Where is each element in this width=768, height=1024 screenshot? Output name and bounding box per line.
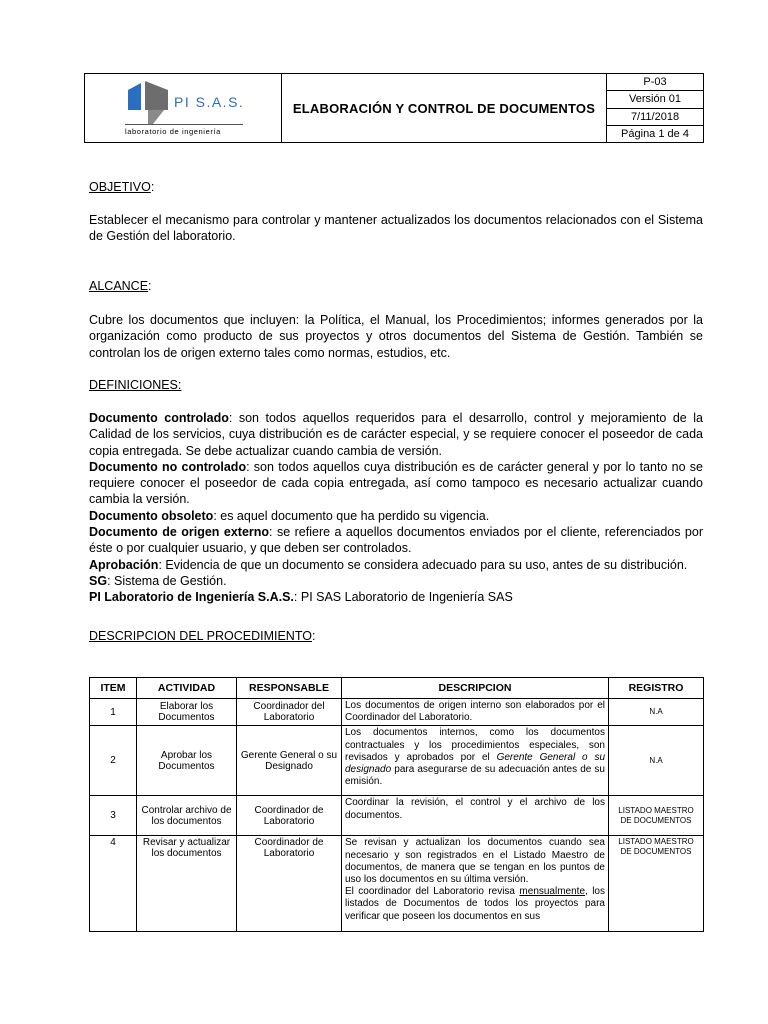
- table-row: [90, 796, 704, 836]
- definition-term: SG: [89, 573, 108, 588]
- registro-cell: N.A: [609, 699, 704, 726]
- descripcion-text: para asegurarse de su adecuación antes de su emisión.: [345, 764, 605, 788]
- responsable-cell: Gerente General o su Designado: [237, 726, 342, 796]
- procedure-table: [89, 677, 704, 932]
- procedimiento-section: DESCRIPCION DEL PROCEDIMIENTO:: [89, 629, 316, 643]
- item-cell: 1: [90, 699, 137, 726]
- responsable-cell: Coordinador de Laboratorio: [237, 796, 342, 836]
- document-code: P-03: [607, 74, 704, 91]
- alcance-heading: ALCANCE: [89, 279, 149, 293]
- registro-cell: N.A: [609, 726, 704, 796]
- column-header: ITEM: [90, 678, 137, 699]
- definition-term: Documento no controlado: [89, 459, 247, 474]
- procedimiento-heading: DESCRIPCION DEL PROCEDIMIENTO: [89, 629, 312, 643]
- actividad-cell: Elaborar los Documentos: [137, 699, 237, 726]
- objetivo-section: OBJETIVO:: [89, 180, 155, 194]
- actividad-cell: Controlar archivo de los documentos: [137, 796, 237, 836]
- column-header: RESPONSABLE: [237, 678, 342, 699]
- definition-item: [89, 524, 703, 557]
- logo-cell: [85, 74, 282, 143]
- descripcion-text: Los documentos internos, como los documentos contractuales y los procedimientos especiales, son revisados y aprobados por el: [345, 727, 605, 763]
- document-version: Versión 01: [607, 91, 704, 108]
- definition-term: PI Laboratorio de Ingeniería S.A.S.: [89, 590, 294, 605]
- definition-text: : Evidencia de que un documento se considera adecuado para su uso, antes de su distribución.: [158, 557, 688, 572]
- page-number: Página 1 de 4: [607, 125, 704, 142]
- descripcion-text: , los listados de Documentos de todos los proyectos para verificar que poseen los documentos en sus: [345, 886, 605, 922]
- document-date: 7/11/2018: [607, 108, 704, 125]
- descripcion-cell: [342, 836, 609, 932]
- table-row: [90, 836, 704, 932]
- definition-text: : PI SAS Laboratorio de Ingeniería SAS: [293, 590, 513, 605]
- actividad-cell: Revisar y actualizar los documentos: [137, 836, 237, 932]
- column-header: DESCRIPCION: [342, 678, 609, 699]
- definition-text: : Sistema de Gestión.: [107, 573, 227, 588]
- registro-cell: LISTADO MAESTRO DE DOCUMENTOS: [609, 836, 704, 932]
- column-header: REGISTRO: [609, 678, 704, 699]
- objetivo-text: Establecer el mecanismo para controlar y mantener actualizados los documentos relacionados con el Sistema de Gestión del laboratorio.: [89, 213, 703, 244]
- responsable-cell: Coordinador de Laboratorio: [237, 836, 342, 932]
- definition-item: [89, 410, 703, 459]
- document-header: [84, 73, 704, 143]
- definition-term: Documento obsoleto: [89, 508, 214, 523]
- item-cell: 4: [90, 836, 137, 932]
- logo-tagline: laboratorio de ingeniería: [125, 127, 221, 136]
- definition-item: [89, 573, 703, 589]
- definiciones-section: [89, 377, 703, 393]
- alcance-section: ALCANCE:: [89, 279, 152, 293]
- objetivo-heading: OBJETIVO: [89, 180, 151, 194]
- responsable-cell: Coordinador del Laboratorio: [237, 699, 342, 726]
- alcance-body: [89, 312, 703, 361]
- objetivo-body: [89, 212, 703, 245]
- definition-item: [89, 508, 703, 524]
- descripcion-cell: Coordinar la revisión, el control y el archivo de los documentos.: [342, 796, 609, 836]
- alcance-text: Cubre los documentos que incluyen: la Política, el Manual, los Procedimientos; informes generados por la organización como producto de sus proyectos y otros documentos del Sistema de Gestión. También se controlan los de origen externo tales como normas, estudios, etc.: [89, 313, 703, 360]
- definition-item: [89, 589, 703, 605]
- column-header: ACTIVIDAD: [137, 678, 237, 699]
- definition-text: : son todos aquellos requeridos para el desarrollo, control y mejoramiento de la Calidad de los servicios, cuya distribución es de carácter especial, y se requiere conocer el poseedor de cada copia entregada. Se debe actualizar cuando cambia de versión.: [89, 411, 703, 458]
- definition-text: : es aquel documento que ha perdido su vigencia.: [213, 508, 490, 523]
- item-cell: 2: [90, 726, 137, 796]
- registro-cell: LISTADO MAESTRO DE DOCUMENTOS: [609, 796, 704, 836]
- logo-divider: [125, 124, 243, 125]
- descripcion-cell: [342, 726, 609, 796]
- definition-item: [89, 459, 703, 508]
- document-title: ELABORACIÓN Y CONTROL DE DOCUMENTOS: [282, 74, 607, 143]
- definiciones-list: [89, 410, 703, 606]
- descripcion-text: Se revisan y actualizan los documentos cuando sea necesario y son registrados en el Listado Maestro de documentos, de manera que se tengan en los puntos de uso los documentos en su última versión.: [345, 837, 605, 886]
- table-row: [90, 699, 704, 726]
- definition-term: Documento de origen externo: [89, 525, 270, 540]
- definition-text: : se refiere a aquellos documentos enviados por el cliente, referenciados por éste o por cualquier usuario, y que deben ser controlados.: [89, 525, 703, 556]
- logo-company-name: PI S.A.S.: [174, 94, 245, 110]
- definition-term: Aprobación: [89, 557, 159, 572]
- definition-item: [89, 557, 703, 573]
- table-header-row: [90, 678, 704, 699]
- actividad-cell: Aprobar los Documentos: [137, 726, 237, 796]
- descripcion-text: El coordinador del Laboratorio revisa: [345, 886, 520, 898]
- item-cell: 3: [90, 796, 137, 836]
- definition-text: : son todos aquellos cuya distribución es de carácter general y por lo tanto no se requiere conocer el poseedor de cada copia entregada, así como tampoco es necesario actualizar cuando cambia la versión.: [89, 459, 703, 507]
- definition-term: Documento controlado: [89, 411, 229, 425]
- table-row: [90, 726, 704, 796]
- descripcion-italic: Gerente General o su designado: [345, 751, 606, 776]
- descripcion-cell: Los documentos de origen interno son elaborados por el Coordinador del Laboratorio.: [342, 699, 609, 726]
- descripcion-underline: mensualmente: [519, 886, 586, 898]
- definiciones-heading: DEFINICIONES:: [89, 378, 182, 392]
- company-logo: [85, 74, 281, 142]
